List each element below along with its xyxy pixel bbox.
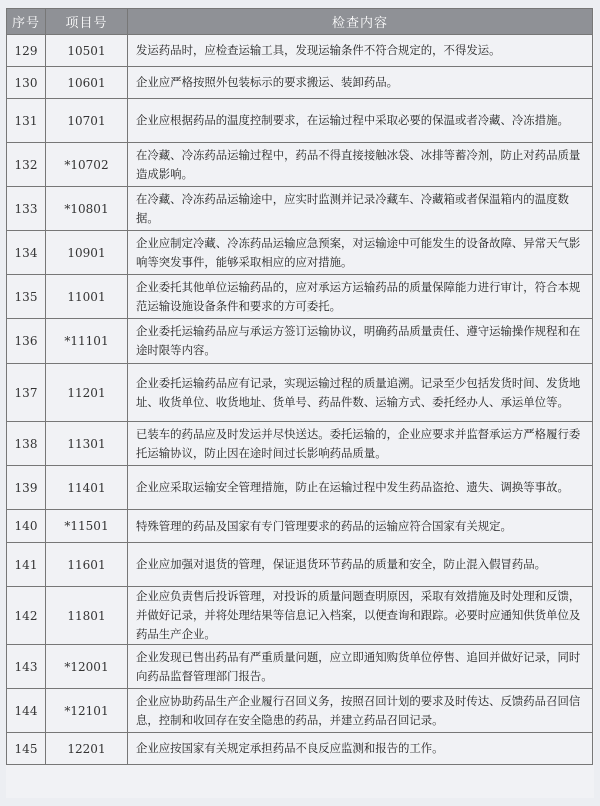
row-number: 131 (7, 99, 46, 143)
row-number: 142 (7, 587, 46, 645)
item-code: 11301 (46, 422, 128, 466)
item-code: 11801 (46, 587, 128, 645)
item-code: 11401 (46, 466, 128, 510)
header-code: 项目号 (46, 9, 128, 35)
item-code: *12001 (46, 645, 128, 689)
table-row (7, 275, 593, 319)
inspection-table-page (6, 8, 594, 798)
table-row (7, 319, 593, 364)
row-number: 136 (7, 319, 46, 364)
table-row (7, 510, 593, 543)
row-number: 130 (7, 67, 46, 99)
item-code: 10701 (46, 99, 128, 143)
row-number: 133 (7, 187, 46, 231)
table-row (7, 364, 593, 422)
check-content: 企业应按国家有关规定承担药品不良反应监测和报告的工作。 (128, 733, 593, 765)
table-row (7, 99, 593, 143)
check-content: 企业委托其他单位运输药品的，应对承运方运输药品的质量保障能力进行审计，符合本规范运输设施设备条件和要求的方可委托。 (128, 275, 593, 319)
row-number: 135 (7, 275, 46, 319)
row-number: 132 (7, 143, 46, 187)
check-content: 在冷藏、冷冻药品运输途中，应实时监测并记录冷藏车、冷藏箱或者保温箱内的温度数据。 (128, 187, 593, 231)
table-body (7, 35, 593, 765)
table-row (7, 187, 593, 231)
header-no: 序号 (7, 9, 46, 35)
check-content: 企业委托运输药品应有记录，实现运输过程的质量追溯。记录至少包括发货时间、发货地址、收货单位、收货地址、货单号、药品件数、运输方式、委托经办人、承运单位等。 (128, 364, 593, 422)
table-row (7, 733, 593, 765)
item-code: 10501 (46, 35, 128, 67)
item-code: *10702 (46, 143, 128, 187)
row-number: 138 (7, 422, 46, 466)
check-content: 企业委托运输药品应与承运方签订运输协议，明确药品质量责任、遵守运输操作规程和在途时限等内容。 (128, 319, 593, 364)
item-code: 11601 (46, 543, 128, 587)
row-number: 134 (7, 231, 46, 275)
table-row (7, 143, 593, 187)
row-number: 140 (7, 510, 46, 543)
item-code: *12101 (46, 689, 128, 733)
check-content: 企业应负责售后投诉管理，对投诉的质量问题查明原因，采取有效措施及时处理和反馈，并做好记录，并将处理结果等信息记入档案，以便查询和跟踪。必要时应通知供货单位及药品生产企业。 (128, 587, 593, 645)
table-row (7, 543, 593, 587)
table-row (7, 35, 593, 67)
table-row (7, 466, 593, 510)
check-content: 企业应制定冷藏、冷冻药品运输应急预案，对运输途中可能发生的设备故障、异常天气影响等突发事件，能够采取相应的应对措施。 (128, 231, 593, 275)
row-number: 141 (7, 543, 46, 587)
item-code: 11201 (46, 364, 128, 422)
table-header-row (7, 9, 593, 35)
table-row (7, 67, 593, 99)
row-number: 137 (7, 364, 46, 422)
check-content: 企业应采取运输安全管理措施，防止在运输过程中发生药品盗抢、遗失、调换等事故。 (128, 466, 593, 510)
check-content: 企业应加强对退货的管理，保证退货环节药品的质量和安全，防止混入假冒药品。 (128, 543, 593, 587)
item-code: 11001 (46, 275, 128, 319)
check-content: 企业应协助药品生产企业履行召回义务，按照召回计划的要求及时传达、反馈药品召回信息，控制和收回存在安全隐患的药品，并建立药品召回记录。 (128, 689, 593, 733)
item-code: *11501 (46, 510, 128, 543)
row-number: 129 (7, 35, 46, 67)
check-content: 已装车的药品应及时发运并尽快送达。委托运输的，企业应要求并监督承运方严格履行委托运输协议，防止因在途时间过长影响药品质量。 (128, 422, 593, 466)
check-content: 发运药品时，应检查运输工具，发现运输条件不符合规定的，不得发运。 (128, 35, 593, 67)
check-content: 企业发现已售出药品有严重质量问题，应立即通知购货单位停售、追回并做好记录，同时向药品监督管理部门报告。 (128, 645, 593, 689)
table-row (7, 231, 593, 275)
item-code: 12201 (46, 733, 128, 765)
table-row (7, 645, 593, 689)
table-row (7, 689, 593, 733)
row-number: 143 (7, 645, 46, 689)
item-code: *10801 (46, 187, 128, 231)
header-content: 检查内容 (128, 9, 593, 35)
check-content: 企业应根据药品的温度控制要求，在运输过程中采取必要的保温或者冷藏、冷冻措施。 (128, 99, 593, 143)
table-row (7, 422, 593, 466)
row-number: 144 (7, 689, 46, 733)
check-content: 企业应严格按照外包装标示的要求搬运、装卸药品。 (128, 67, 593, 99)
row-number: 139 (7, 466, 46, 510)
inspection-table (6, 8, 593, 765)
table-row (7, 587, 593, 645)
item-code: *11101 (46, 319, 128, 364)
check-content: 特殊管理的药品及国家有专门管理要求的药品的运输应符合国家有关规定。 (128, 510, 593, 543)
item-code: 10901 (46, 231, 128, 275)
check-content: 在冷藏、冷冻药品运输过程中，药品不得直接接触冰袋、冰排等蓄冷剂，防止对药品质量造成影响。 (128, 143, 593, 187)
row-number: 145 (7, 733, 46, 765)
item-code: 10601 (46, 67, 128, 99)
